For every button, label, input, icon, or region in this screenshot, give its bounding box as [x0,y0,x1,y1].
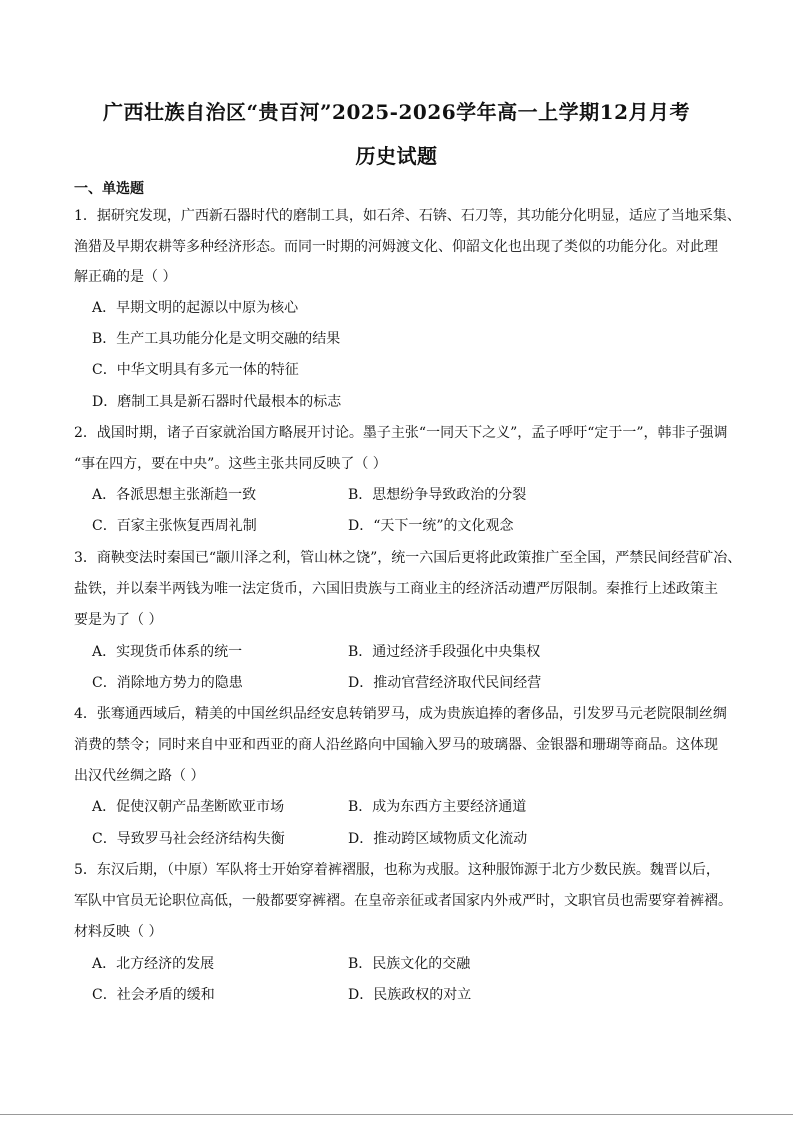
section-heading: 一、单选题 [74,181,144,197]
question-1-line-2: 渔猎及早期农耕等多种经济形态。而同一时期的河姆渡文化、仰韶文化也出现了类似的功能分化。对此理 [74,239,718,255]
question-2-option-b[interactable]: B．思想纷争导致政治的分裂 [348,487,527,503]
question-4-line-1: 4．张骞通西域后，精美的中国丝织品经安息转销罗马，成为贵族追捧的奢侈品，引发罗马元老院限制丝绸 [74,706,727,722]
question-3-option-a[interactable]: A．实现货币体系的统一 [92,644,243,660]
question-3-option-c[interactable]: C．消除地方势力的隐患 [92,675,243,691]
question-5-option-b[interactable]: B．民族文化的交融 [348,956,471,972]
question-1-option-a[interactable]: A．早期文明的起源以中原为核心 [92,300,299,316]
question-2-option-a[interactable]: A．各派思想主张渐趋一致 [92,487,257,503]
question-4-line-3: 出汉代丝绸之路（ ） [74,768,205,784]
question-5-line-2: 军队中官员无论职位高低，一般都要穿裤褶。在皇帝亲征或者国家内外戒严时，文职官员也需要穿着裤褶。 [74,893,732,909]
question-1-line-1: 1．据研究发现，广西新石器时代的磨制工具，如石斧、石锛、石刀等，其功能分化明显，适应了当地采集、 [74,208,741,224]
question-2-line-2: “事在四方，要在中央”。这些主张共同反映了（ ） [74,456,387,472]
question-5-option-a[interactable]: A．北方经济的发展 [92,956,215,972]
question-1-option-d[interactable]: D．磨制工具是新石器时代最根本的标志 [92,394,342,410]
question-4-option-a[interactable]: A．促使汉朝产品垄断欧亚市场 [92,799,285,815]
question-2-line-1: 2．战国时期，诸子百家就治国方略展开讨论。墨子主张“一同天下之义”，孟子呼吁“定于一”，韩非子强调 [74,425,728,441]
page-bottom-rule [0,1114,793,1115]
question-2-option-d[interactable]: D．“天下一统”的文化观念 [348,518,514,534]
question-3-line-3: 要是为了（ ） [74,612,163,628]
question-1-option-c[interactable]: C．中华文明具有多元一体的特征 [92,362,299,378]
question-5-line-1: 5．东汉后期，（中原）军队将士开始穿着裤褶服，也称为戎服。这种服饰源于北方少数民族。魏晋以后， [74,862,720,878]
question-4-line-2: 消费的禁令；同时来自中亚和西亚的商人沿丝路向中国输入罗马的玻璃器、金银器和珊瑚等商品。这体现 [74,737,718,753]
question-1-option-b[interactable]: B．生产工具功能分化是文明交融的结果 [92,331,341,347]
question-5-option-c[interactable]: C．社会矛盾的缓和 [92,987,215,1003]
question-3-option-d[interactable]: D．推动官营经济取代民间经营 [348,675,542,691]
exam-title: 广西壮族自治区“贵百河”2025-2026学年高一上学期12月月考 [103,100,690,124]
question-5-option-d[interactable]: D．民族政权的对立 [348,987,472,1003]
question-3-line-1: 3．商鞅变法时秦国已“颛川泽之利，管山林之饶”，统一六国后更将此政策推广至全国，严禁民间经营矿冶、 [74,550,742,566]
question-4-option-c[interactable]: C．导致罗马社会经济结构失衡 [92,831,285,847]
question-4-option-b[interactable]: B．成为东西方主要经济通道 [348,799,527,815]
question-3-option-b[interactable]: B．通过经济手段强化中央集权 [348,644,541,660]
question-2-option-c[interactable]: C．百家主张恢复西周礼制 [92,518,257,534]
question-4-option-d[interactable]: D．推动跨区域物质文化流动 [348,831,528,847]
subject-title: 历史试题 [355,144,438,168]
question-5-line-3: 材料反映（ ） [74,924,163,940]
question-1-line-3: 解正确的是（ ） [74,269,177,285]
question-3-line-2: 盐铁，并以秦半两钱为唯一法定货币，六国旧贵族与工商业主的经济活动遭严厉限制。秦推行上述政策主 [74,581,718,597]
